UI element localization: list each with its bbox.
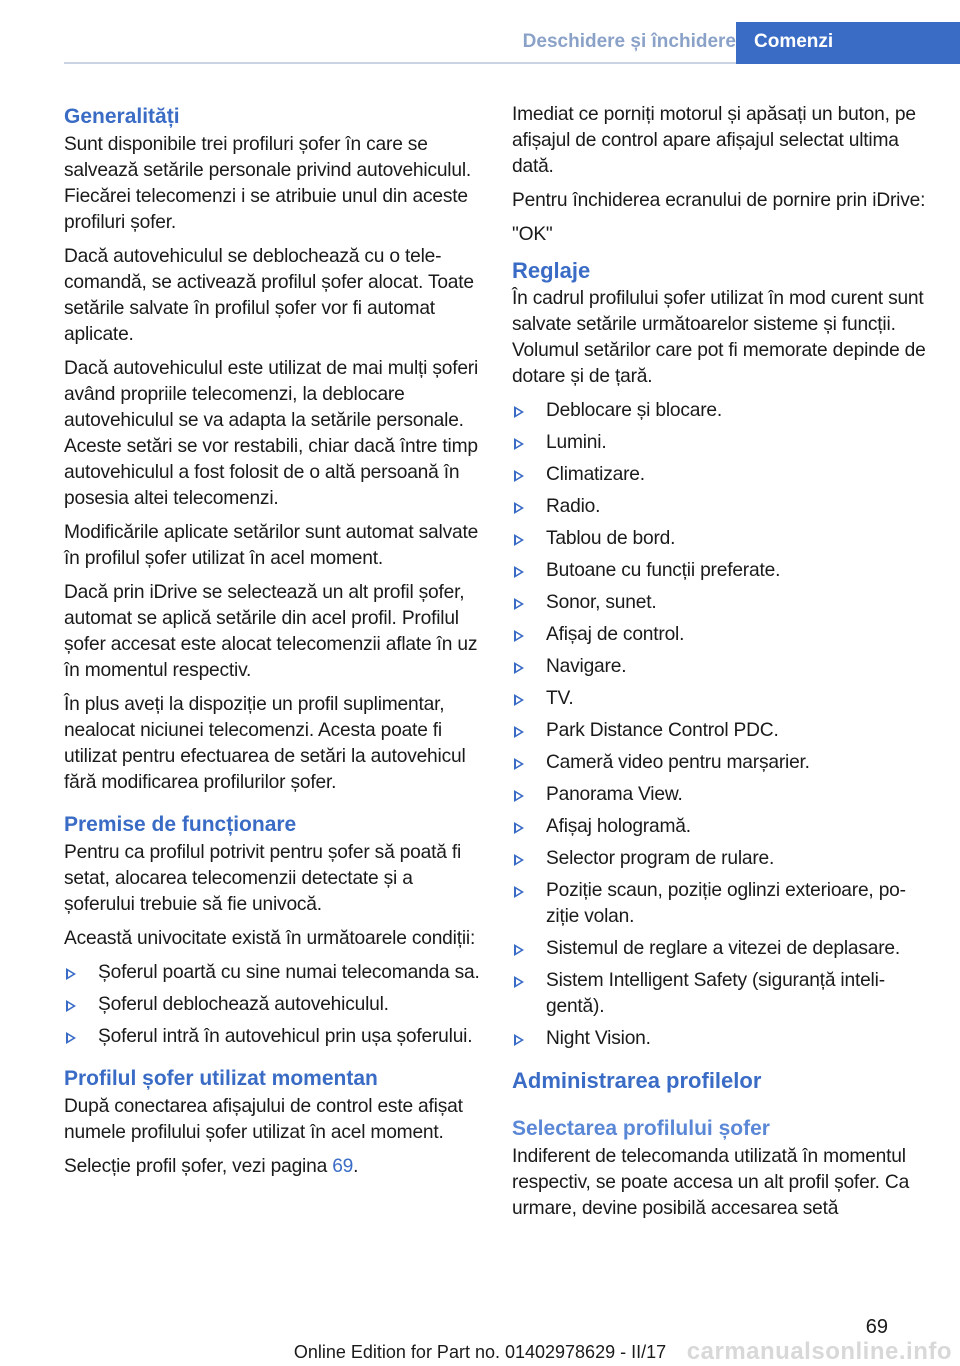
- list-item: Sistemul de reglare a vitezei de deplasare.: [512, 936, 928, 962]
- list-item: TV.: [512, 686, 928, 712]
- header-section-title: Deschidere și închidere: [522, 31, 736, 52]
- heading-selectare-profil: Selectarea profilului șofer: [512, 1117, 770, 1140]
- list-item: Navigare.: [512, 654, 928, 680]
- list-item: Șoferul poartă cu sine numai telecomanda sa.: [64, 960, 480, 986]
- triangle-bullet-icon: [514, 854, 524, 866]
- list-item: Tablou de bord.: [512, 526, 928, 552]
- list-item: Șoferul intră în autovehicul prin ușa șoferului.: [64, 1024, 480, 1050]
- list-item: Climatizare.: [512, 462, 928, 488]
- page-link[interactable]: 69: [332, 1156, 354, 1177]
- list-item: Panorama View.: [512, 782, 928, 808]
- triangle-bullet-icon: [514, 976, 524, 988]
- triangle-bullet-icon: [514, 886, 524, 898]
- paragraph: În plus aveți la dispoziție un profil suplimentar, nealocat niciunei telecomenzi. Acesta poate fi utilizat pentru efectuarea de setări la autovehicul fără modificarea profilurilor șofer.: [64, 694, 466, 793]
- triangle-bullet-icon: [514, 534, 524, 546]
- settings-list: [512, 398, 928, 1052]
- paragraph: Dacă prin iDrive se selectează un alt profil șofer, automat se aplică setările din acel profil. Profilul șofer accesat este alocat telecomenzii aflate în uz în momentul respectiv.: [64, 582, 478, 681]
- paragraph: Pentru ca profilul potrivit pentru șofer să poată fi setat, alocarea telecomenzii detectate și a șoferului trebuie să fie univocă.: [64, 842, 462, 915]
- triangle-bullet-icon: [514, 694, 524, 706]
- triangle-bullet-icon: [514, 598, 524, 610]
- list-item: Sonor, sunet.: [512, 590, 928, 616]
- heading-administrare: Administrarea profilelor: [512, 1068, 762, 1093]
- paragraph: Această univocitate există în următoarele condiții:: [64, 928, 476, 949]
- list-item: Sistem Intelligent Safety (siguranță inteligentă).: [512, 968, 928, 1020]
- paragraph: "OK": [512, 224, 553, 245]
- list-item: Park Distance Control PDC.: [512, 718, 928, 744]
- list-item: Cameră video pentru marșarier.: [512, 750, 928, 776]
- list-item: Afișaj hologramă.: [512, 814, 928, 840]
- edition-footer: Online Edition for Part no. 01402978629 - II/17: [293, 1342, 667, 1362]
- paragraph: Modificările aplicate setărilor sunt automat salvate în profilul șofer utilizat în acel moment.: [64, 522, 479, 569]
- triangle-bullet-icon: [514, 406, 524, 418]
- triangle-bullet-icon: [66, 968, 76, 980]
- triangle-bullet-icon: [514, 790, 524, 802]
- triangle-bullet-icon: [514, 630, 524, 642]
- paragraph: Dacă autovehiculul este utilizat de mai mulți șoferi având propriile telecomenzi, la deblocare autovehiculul se va adapta la setările personale. Aceste setări se vor restabili, chiar dacă între timp autovehiculul a fost folosit de o altă persoană în posesia altei telecomenzi.: [64, 358, 479, 509]
- page-header: [64, 22, 960, 64]
- right-column: [512, 102, 928, 1230]
- paragraph: Indiferent de telecomanda utilizată în momentul respectiv, se poate accesa un alt profil șofer. Ca urmare, devine posibilă accesarea setă: [512, 1146, 910, 1219]
- list-item: Poziție scaun, poziție oglinzi exterioare, poziție volan.: [512, 878, 928, 930]
- triangle-bullet-icon: [514, 726, 524, 738]
- triangle-bullet-icon: [514, 438, 524, 450]
- paragraph: Pentru închiderea ecranului de pornire prin iDrive:: [512, 190, 926, 211]
- left-column: [64, 102, 480, 1188]
- heading-premise: Premise de funcționare: [64, 813, 297, 836]
- heading-reglaje: Reglaje: [512, 258, 591, 283]
- triangle-bullet-icon: [514, 944, 524, 956]
- paragraph: După conectarea afișajului de control este afișat numele profilului șofer utilizat în acel moment.: [64, 1096, 463, 1143]
- heading-generalitati: Generalități: [64, 105, 180, 128]
- list-item: Night Vision.: [512, 1026, 928, 1052]
- list-item: Deblocare și blocare.: [512, 398, 928, 424]
- triangle-bullet-icon: [514, 502, 524, 514]
- paragraph: Dacă autovehiculul se deblochează cu o telecomandă, se activează profilul șofer alocat. Toate setările salvate în profilul șofer vor fi automat aplicate.: [64, 246, 474, 345]
- list-item: Butoane cu funcții preferate.: [512, 558, 928, 584]
- triangle-bullet-icon: [514, 470, 524, 482]
- paragraph: În cadrul profilului șofer utilizat în mod curent sunt salvate setările următoarelor sisteme și funcții. Volumul setărilor care pot fi memorate depinde de dotare și de țară.: [512, 288, 926, 387]
- list-item: Radio.: [512, 494, 928, 520]
- header-chapter-tab: Comenzi: [736, 22, 960, 64]
- heading-profil-curent: Profilul șofer utilizat momentan: [64, 1067, 378, 1090]
- triangle-bullet-icon: [514, 758, 524, 770]
- triangle-bullet-icon: [514, 1034, 524, 1046]
- paragraph: Imediat ce porniți motorul și apăsați un buton, pe afișajul de control apare afișajul selectat ultima dată.: [512, 104, 916, 177]
- triangle-bullet-icon: [66, 1032, 76, 1044]
- conditions-list: [64, 960, 480, 1050]
- triangle-bullet-icon: [514, 662, 524, 674]
- triangle-bullet-icon: [514, 822, 524, 834]
- list-item: Selector program de rulare.: [512, 846, 928, 872]
- page-number: 69: [865, 1316, 888, 1338]
- triangle-bullet-icon: [66, 1000, 76, 1012]
- list-item: Șoferul deblochează autovehiculul.: [64, 992, 480, 1018]
- watermark-logo: carmanualsonline.info: [686, 1338, 952, 1365]
- list-item: Lumini.: [512, 430, 928, 456]
- list-item: Afișaj de control.: [512, 622, 928, 648]
- paragraph: Sunt disponibile trei profiluri șofer în care se salvează setările personale privind autovehiculul. Fiecărei telecomenzi i se atribuie unul din aceste profiluri șofer.: [64, 134, 472, 233]
- triangle-bullet-icon: [514, 566, 524, 578]
- paragraph-cross-reference: Selecție profil șofer, vezi pagina 69.: [64, 1156, 359, 1177]
